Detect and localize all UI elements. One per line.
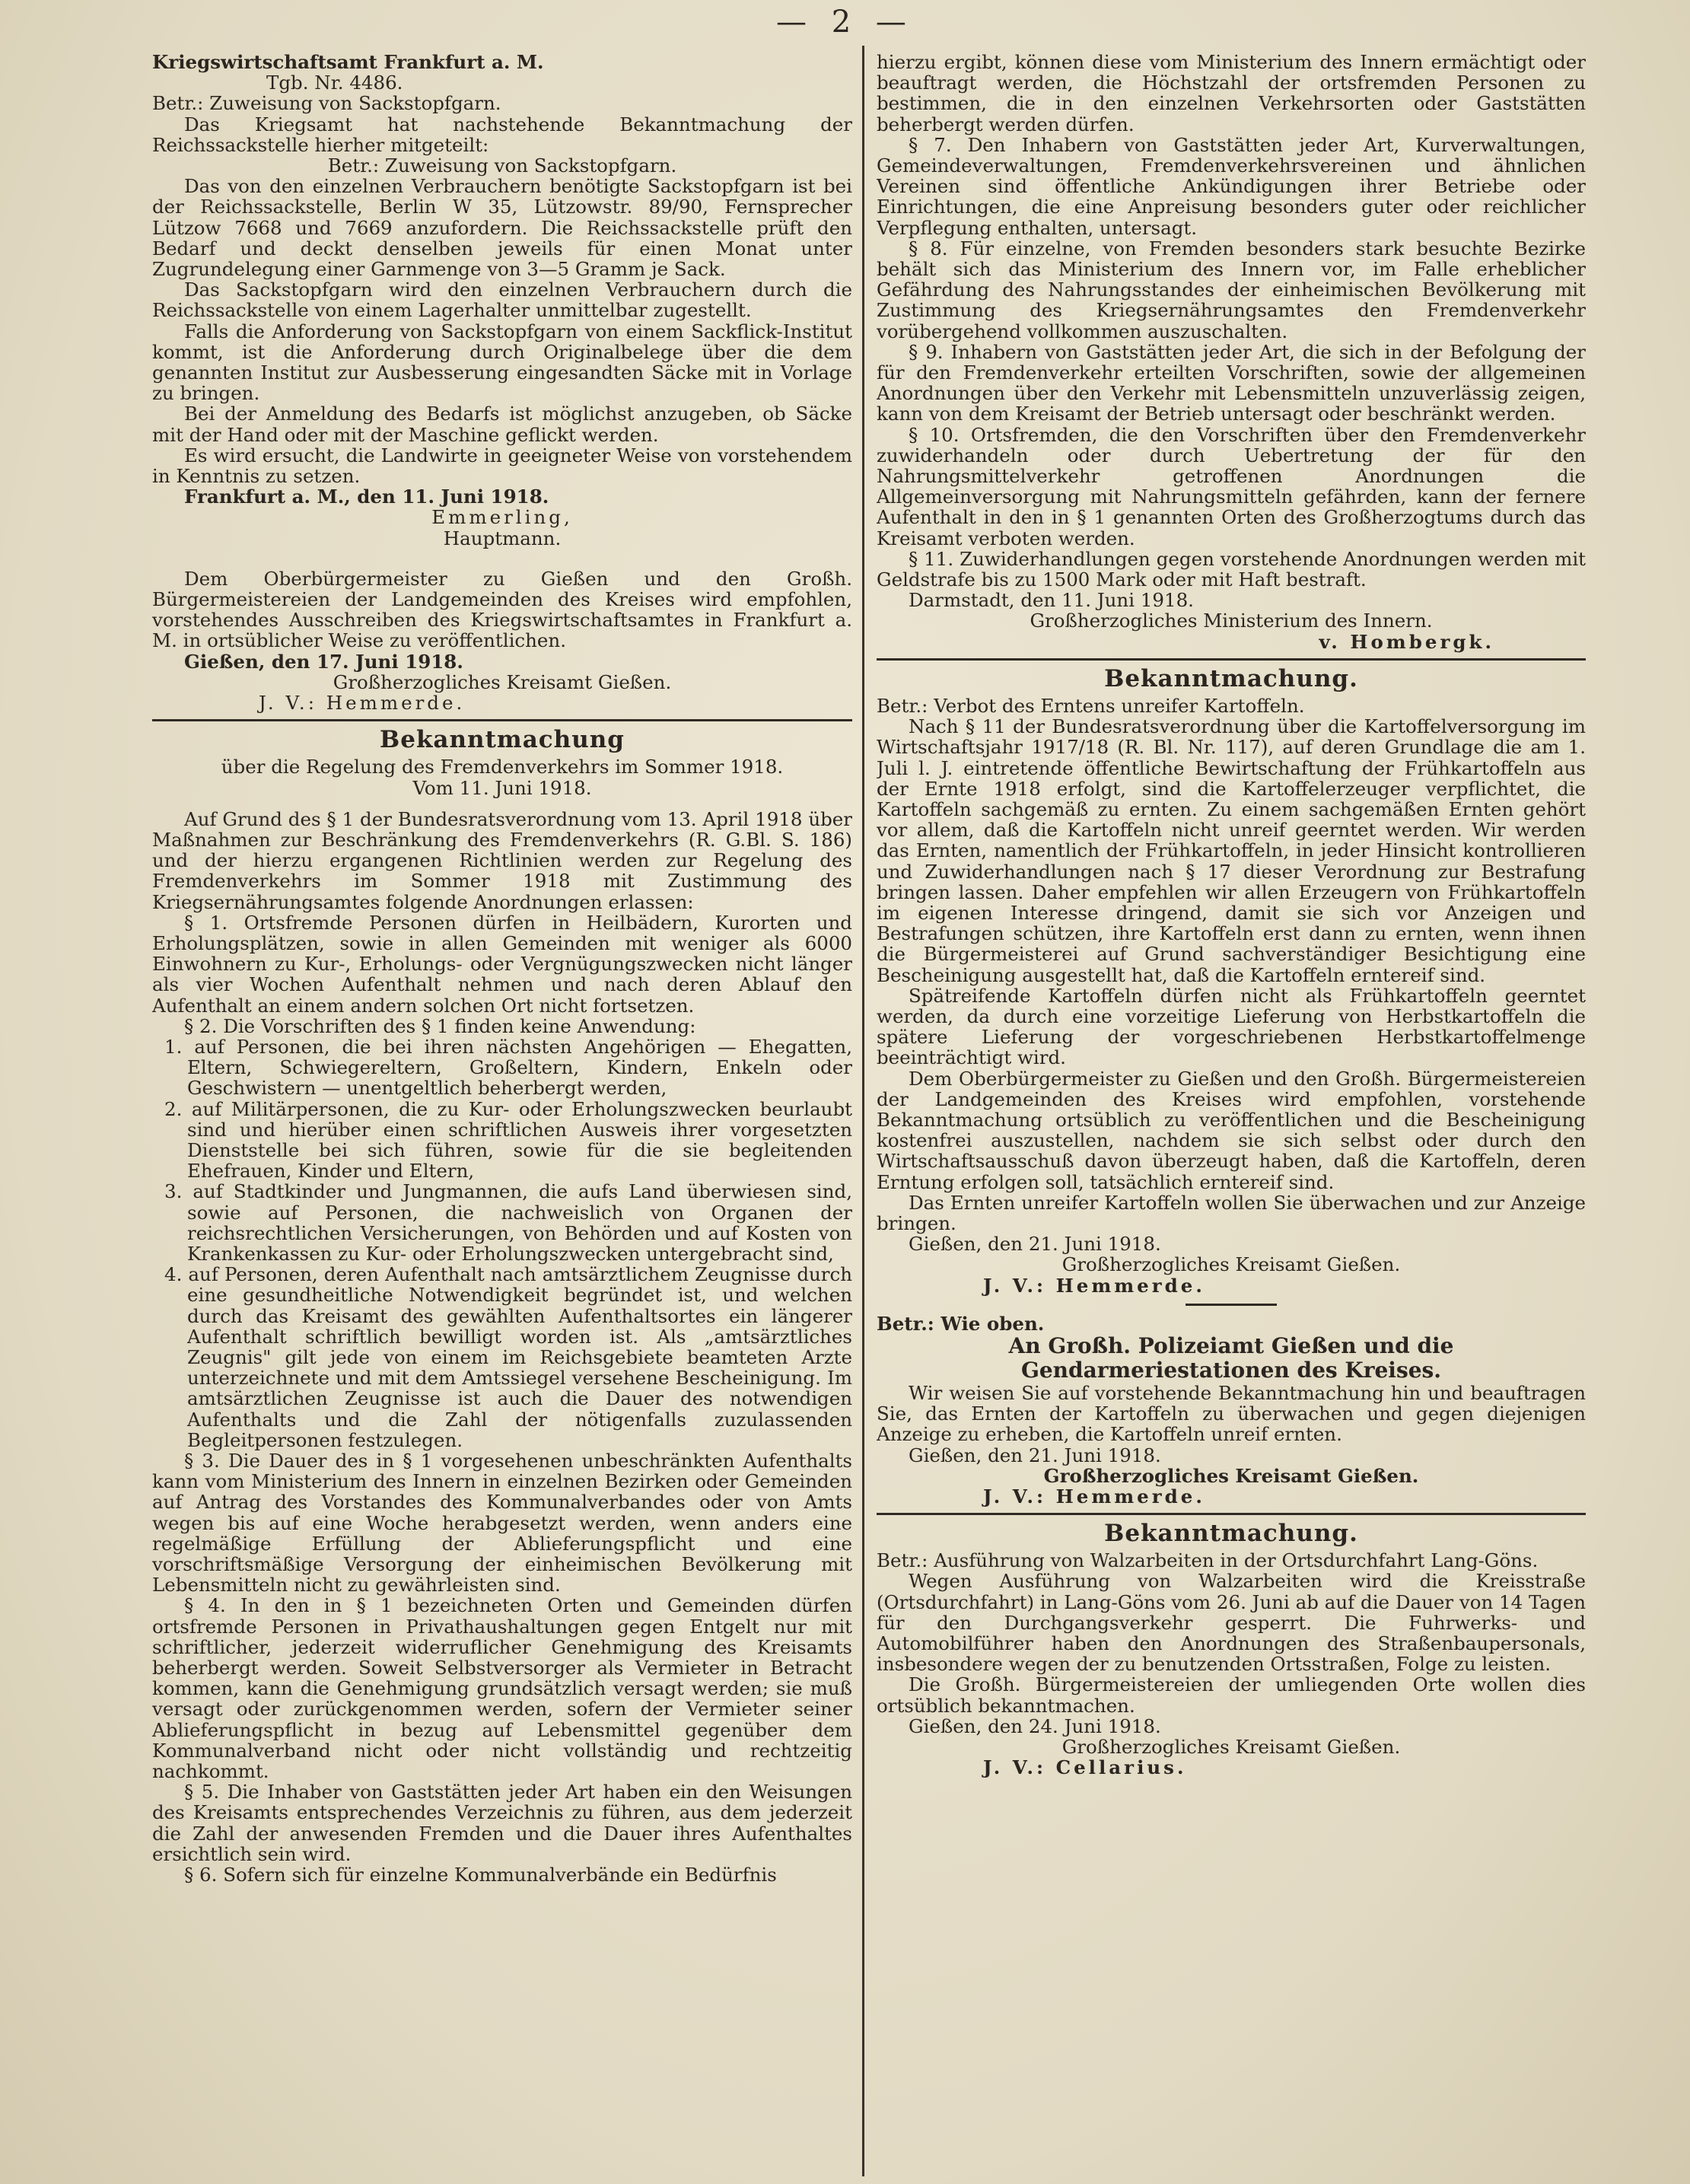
list-item: 1. auf Personen, die bei ihren nächsten Angehörigen — Ehegatten, Eltern, Schwiegereltern, Großeltern, Kindern, Enkeln oder Geschwistern — unentgeltlich beherbergt werden, bbox=[164, 1035, 852, 1100]
paragraph: § 7. Den Inhabern von Gaststätten jeder Art, Kurverwaltungen, Gemeindeverwaltungen, Fremdenverkehrsvereinen und ähnlichen Vereinen sind öffentliche Ankündigungen ihrer Betriebe oder Einrichtungen, die eine Anpreisung besonders guter oder reichlicher Verpflegung enthalten, untersagt. bbox=[877, 133, 1586, 239]
signature-name: J. V.: Hemmerde. bbox=[983, 1274, 1205, 1297]
office-heading: Kriegswirtschaftsamt Frankfurt a. M. bbox=[152, 52, 544, 73]
place-date: Darmstadt, den 11. Juni 1918. bbox=[909, 589, 1194, 612]
signature-name: J. V.: Hemmerde. bbox=[259, 692, 466, 715]
list-item: 4. auf Personen, deren Aufenthalt nach amtsärztlichem Zeugnisse durch eine gesundheitliche Notwendigkeit begründet ist, und welchen durch das Kreisamt des gewählten Aufenthaltsortes ein längerer Aufenthalt schriftlich bewilligt worden ist. Als „amtsärztliches Zeugnis" gilt jede von einem im Reichsgebiete beamteten Arzte unterzeichnete und mit dem Amtssiegel versehene Bescheinigung. Im amtsärztlichen Zeugnisse ist auch die Dauer des notwendigen Aufenthalts und die Zahl der nötigenfalls zuzulassenden Begleitpersonen festzulegen. bbox=[164, 1263, 852, 1451]
subject-line: Betr.: Ausführung von Walzarbeiten in der Ortsdurchfahrt Lang-Göns. bbox=[877, 1549, 1539, 1572]
journal-number: Tgb. Nr. 4486. bbox=[266, 72, 403, 94]
paragraph: § 11. Zuwiderhandlungen gegen vorstehende Anordnungen werden mit Geldstrafe bis zu 1500 Mark oder mit Haft bestraft. bbox=[877, 547, 1586, 591]
paragraph: Wir weisen Sie auf vorstehende Bekanntmachung hin und beauftragen Sie, das Ernten der Kartoffeln zu überwachen und gegen diejenigen Anzeige zu erheben, die Kartoffeln unreif ernten. bbox=[877, 1381, 1586, 1446]
paragraph: Dem Oberbürgermeister zu Gießen und den Großh. Bürgermeistereien der Landgemeinden des Kreises wird empfohlen, vorstehendes Ausschreiben des Kriegswirtschaftsamtes in Frankfurt a. M. in ortsüblicher Weise zu veröffentlichen. bbox=[152, 567, 852, 652]
paragraph: § 1. Ortsfremde Personen dürfen in Heilbädern, Kurorten und Erholungsplätzen, sowie in allen Gemeinden mit weniger als 6000 Einwohnern zu Kur-, Erholungs- oder Vergnügungszwecken nicht länger als vier Wochen Aufenthalt nehmen und nach deren Ablauf den Aufenthalt an einem andern solchen Ort nicht fortsetzen. bbox=[152, 911, 852, 1017]
signature-authority: Großherzogliches Kreisamt Gießen. bbox=[333, 670, 672, 693]
list-item: 2. auf Militärpersonen, die zu Kur- oder Erholungszwecken beurlaubt sind und hierüber einen schriftlichen Ausweis ihrer vorgesetzten Dienststelle bei sich führen, sowie für die sie begleitenden Ehefrauen, Kinder und Eltern, bbox=[164, 1097, 852, 1183]
paragraph: Nach § 11 der Bundesratsverordnung über die Kartoffelversorgung im Wirtschaftsjahr 1917/18 (R. Bl. Nr. 117), auf deren Grundlage die am 1. Juli l. J. eintretende öffentliche Bewirtschaftung der Frühkartoffeln aus der Ernte 1918 erfolgt, sind die Kartoffelerzeuger verpflichtet, die Kartoffeln sachgemäß zu ernten. Zu einem sachgemäßen Ernten gehört vor allem, daß die Kartoffeln nicht unreif geerntet werden. Wir werden das Ernten, namentlich der Frühkartoffeln, in jeder Hinsicht kontrollieren und Zuwiderhandlungen nach § 17 dieser Verordnung zur Bestrafung bringen lassen. Daher empfehlen wir allen Erzeugern von Frühkartoffeln im eigenen Interesse dringend, damit sie sich vor Anzeigen und Bestrafungen schützen, ihre Kartoffeln erst dann zu ernten, wenn ihnen die Bürgermeisterei auf Grund sachverständiger Besichtigung eine Bescheinigung ausgestellt hat, daß die Kartoffeln erntereif sind. bbox=[877, 715, 1586, 986]
paragraph: Das von den einzelnen Verbrauchern benötigte Sackstopfgarn ist bei der Reichssackstelle, Berlin W 35, Lützowstr. 89/90, Fernsprecher Lützow 7668 und 7669 anzufordern. Die Reichssackstelle prüft den Bedarf und deckt denselben jeweils für einen Monat unter Zugrundelegung einer Garnmenge von 3—5 Gramm je Sack. bbox=[152, 175, 852, 281]
column-divider bbox=[862, 46, 864, 2176]
left-column bbox=[152, 52, 852, 2167]
paragraph: § 6. Sofern sich für einzelne Kommunalverbände ein Bedürfnis bbox=[184, 1864, 777, 1886]
subject-line: Betr.: Verbot des Erntens unreifer Kartoffeln. bbox=[877, 694, 1305, 717]
signature-authority: Großherzogliches Kreisamt Gießen. bbox=[1061, 1736, 1401, 1759]
paragraph: § 5. Die Inhaber von Gaststätten jeder Art haben ein den Weisungen des Kreisamts entsprechendes Verzeichnis zu führen, aus dem jederzeit die Zahl der anwesenden Fremden und die Dauer ihres Aufenthaltes ersichtlich sein wird. bbox=[152, 1781, 852, 1865]
place-date: Gießen, den 17. Juni 1918. bbox=[184, 650, 463, 673]
paragraph: Auf Grund des § 1 der Bundesratsverordnung vom 13. April 1918 über Maßnahmen zur Beschränkung des Fremdenverkehrs (R. G.Bl. S. 186) und der hierzu ergangenen Richtlinien werden zur Regelung des Fremdenverkehrs im Sommer 1918 mit Zustimmung des Kriegsernährungsamtes folgende Anordnungen erlassen: bbox=[152, 807, 852, 913]
paragraph: Das Ernten unreifer Kartoffeln wollen Sie überwachen und zur Anzeige bringen. bbox=[877, 1191, 1586, 1234]
signature-name: Emmerling, bbox=[431, 506, 573, 529]
signature-name: J. V.: Cellarius. bbox=[983, 1756, 1187, 1779]
signature-name: J. V.: Hemmerde. bbox=[983, 1485, 1205, 1507]
addressee-heading: An Großh. Polizeiamt Gießen und die Gendarmeriestationen des Kreises. bbox=[1008, 1332, 1454, 1383]
signature-authority: Großherzogliches Kreisamt Gießen. bbox=[1061, 1253, 1401, 1276]
paragraph: Die Großh. Bürgermeistereien der umliegenden Orte wollen dies ortsüblich bekanntmachen. bbox=[877, 1673, 1586, 1717]
place-date: Gießen, den 21. Juni 1918. bbox=[909, 1233, 1161, 1256]
paragraph: § 9. Inhabern von Gaststätten jeder Art, die sich in der Befolgung der für den Fremdenverkehr erteilten Vorschriften, sowie der allgemeinen Anordnungen über den Verkehr mit Lebensmitteln unzuverlässig zeigen, kann von dem Kreisamt der Betrieb untersagt oder beschränkt werden. bbox=[877, 340, 1586, 425]
signature-authority: Großherzogliches Kreisamt Gießen. bbox=[1043, 1464, 1419, 1487]
paragraph: § 8. Für einzelne, von Fremden besonders stark besuchte Bezirke behält sich das Ministerium des Innern vor, im Falle erheblicher Gefährdung des Nahrungsstandes der einheimischen Bevölkerung mit Zustimmung des Kriegsernährungsamtes den Fremdenverkehr vorübergehend vollkommen auszuschalten. bbox=[877, 237, 1586, 342]
paragraph: Dem Oberbürgermeister zu Gießen und den Großh. Bürgermeistereien der Landgemeinden des Kreises wird empfohlen, vorstehende Bekanntmachung ortsüblich zu veröffentlichen und die Bescheinigung kostenfrei auszustellen, nachdem sie sich selbst oder durch den Wirtschaftsausschuß davon überzeugt haben, daß die Kartoffeln, deren Erntung erfolgen soll, tatsächlich erntereif sind. bbox=[877, 1067, 1586, 1193]
intro-paragraph: Das Kriegsamt hat nachstehende Bekanntmachung der Reichssackstelle hierher mitgeteilt: bbox=[152, 113, 852, 156]
page-number: — 2 — bbox=[776, 5, 914, 40]
paragraph: § 3. Die Dauer des in § 1 vorgesehenen unbeschränkten Aufenthalts kann vom Ministerium des Innern in einzelnen Bezirken oder Gemeinden auf Antrag des Vorstandes des Kommunalverbandes oder von Amts wegen bis auf eine Woche herabgesetzt werden, wenn anders eine regelmäßige Erfüllung der Ablieferungspflicht und eine vorschriftsmäßige Versorgung der einheimischen Bevölkerung mit Lebensmitteln nicht zu gewährleisten sind. bbox=[152, 1450, 852, 1597]
section-heading: Bekanntmachung bbox=[380, 726, 625, 754]
section-rule bbox=[152, 719, 852, 721]
place-date: Gießen, den 24. Juni 1918. bbox=[909, 1714, 1161, 1737]
paragraph: hierzu ergibt, können diese vom Ministerium des Innern ermächtigt oder beauftragt werden, die Höchstzahl der ortsfremden Personen zu bestimmen, die in den einzelnen Verkehrsorten oder Gaststätten beherbergt werden dürfen. bbox=[877, 52, 1586, 135]
paragraph: § 10. Ortsfremden, die den Vorschriften über den Fremdenverkehr zuwiderhandeln oder durch Uebertretung der für den Nahrungsmittelverkehr getroffenen Anordnungen die Allgemeinversorgung mit Nahrungsmitteln gefährden, kann der fernere Aufenthalt in den in § 1 genannten Orten des Großherzogtums durch das Kreisamt verboten werden. bbox=[877, 423, 1586, 549]
paragraph: Wegen Ausführung von Walzarbeiten wird die Kreisstraße (Ortsdurchfahrt) in Lang-Göns vom 26. Juni ab auf die Dauer von 14 Tagen für den Durchgangsverkehr gesperrt. Die Fuhrwerks- und Automobilführer haben den Anordnungen des Straßenbaupersonals, insbesondere wegen der zu benutzenden Ortsstraßen, Folge zu leisten. bbox=[877, 1570, 1586, 1676]
paragraph: Es wird ersucht, die Landwirte in geeigneter Weise von vorstehendem in Kenntnis zu setzen. bbox=[152, 444, 852, 488]
subject-line: Betr.: Zuweisung von Sackstopfgarn. bbox=[327, 154, 677, 177]
paragraph: Falls die Anforderung von Sackstopfgarn von einem Sackflick-Institut kommt, ist die Anforderung durch Originalbelege über die dem genannten Institut zur Ausbesserung eingesandten Säcke mit in Vorlage zu bringen. bbox=[152, 320, 852, 405]
place-date: Gießen, den 21. Juni 1918. bbox=[909, 1444, 1161, 1466]
signature-name: v. Hombergk. bbox=[1319, 630, 1494, 653]
subject-line: Betr.: Zuweisung von Sackstopfgarn. bbox=[152, 92, 501, 115]
paragraph: § 4. In den in § 1 bezeichneten Orten und Gemeinden dürfen ortsfremde Personen in Privathaushaltungen gegen Entgelt nur mit schriftlicher, jederzeit widerruflicher Genehmigung des Kreisamts beherbergt werden. Soweit Selbstversorger als Vermieter in Betracht kommen, kann die Genehmigung grundsätzlich versagt werden; sie muß versagt oder zurückgenommen werden, sofern der Vermieter seiner Ablieferungspflicht in bezug auf Lebensmittel gegenüber dem Kommunalverband nicht oder nicht vollständig und rechtzeitig nachkommt. bbox=[152, 1594, 852, 1783]
subject-line: Betr.: Wie oben. bbox=[877, 1312, 1045, 1335]
place-date: Frankfurt a. M., den 11. Juni 1918. bbox=[184, 486, 549, 508]
section-subtitle: über die Regelung des Fremdenverkehrs im Sommer 1918. bbox=[221, 756, 784, 778]
signature-authority: Großherzogliches Ministerium des Innern. bbox=[1030, 610, 1433, 632]
section-heading: Bekanntmachung. bbox=[1104, 1520, 1358, 1548]
paragraph: Das Sackstopfgarn wird den einzelnen Verbrauchern durch die Reichssackstelle von einem Lagerhalter unmittelbar zugestellt. bbox=[152, 279, 852, 322]
section-date: Vom 11. Juni 1918. bbox=[412, 776, 592, 799]
paragraph: Bei der Anmeldung des Bedarfs ist möglichst anzugeben, ob Säcke mit der Hand oder mit der Maschine geflickt werden. bbox=[152, 403, 852, 446]
paragraph: § 2. Die Vorschriften des § 1 finden keine Anwendung: bbox=[184, 1014, 696, 1037]
paragraph: Spätreifende Kartoffeln dürfen nicht als Frühkartoffeln geerntet werden, da durch eine vorzeitige Lieferung von Herbstkartoffeln die spätere Lieferung der vorgeschriebenen Herbstkartoffelmenge beeinträchtigt wird. bbox=[877, 984, 1586, 1069]
short-rule bbox=[1186, 1304, 1277, 1306]
right-column bbox=[877, 52, 1586, 2167]
signature-title: Hauptmann. bbox=[443, 527, 562, 549]
list-item: 3. auf Stadtkinder und Jungmannen, die aufs Land überwiesen sind, sowie auf Personen, die nachweislich von Organen der reichsrechtlichen Versicherungen, von Behörden und auf Kosten von Krankenkassen zu Kur- oder Erholungszwecken untergebracht sind, bbox=[164, 1180, 852, 1265]
section-heading: Bekanntmachung. bbox=[1104, 664, 1358, 692]
section-rule bbox=[877, 1513, 1586, 1515]
section-rule bbox=[877, 658, 1586, 661]
